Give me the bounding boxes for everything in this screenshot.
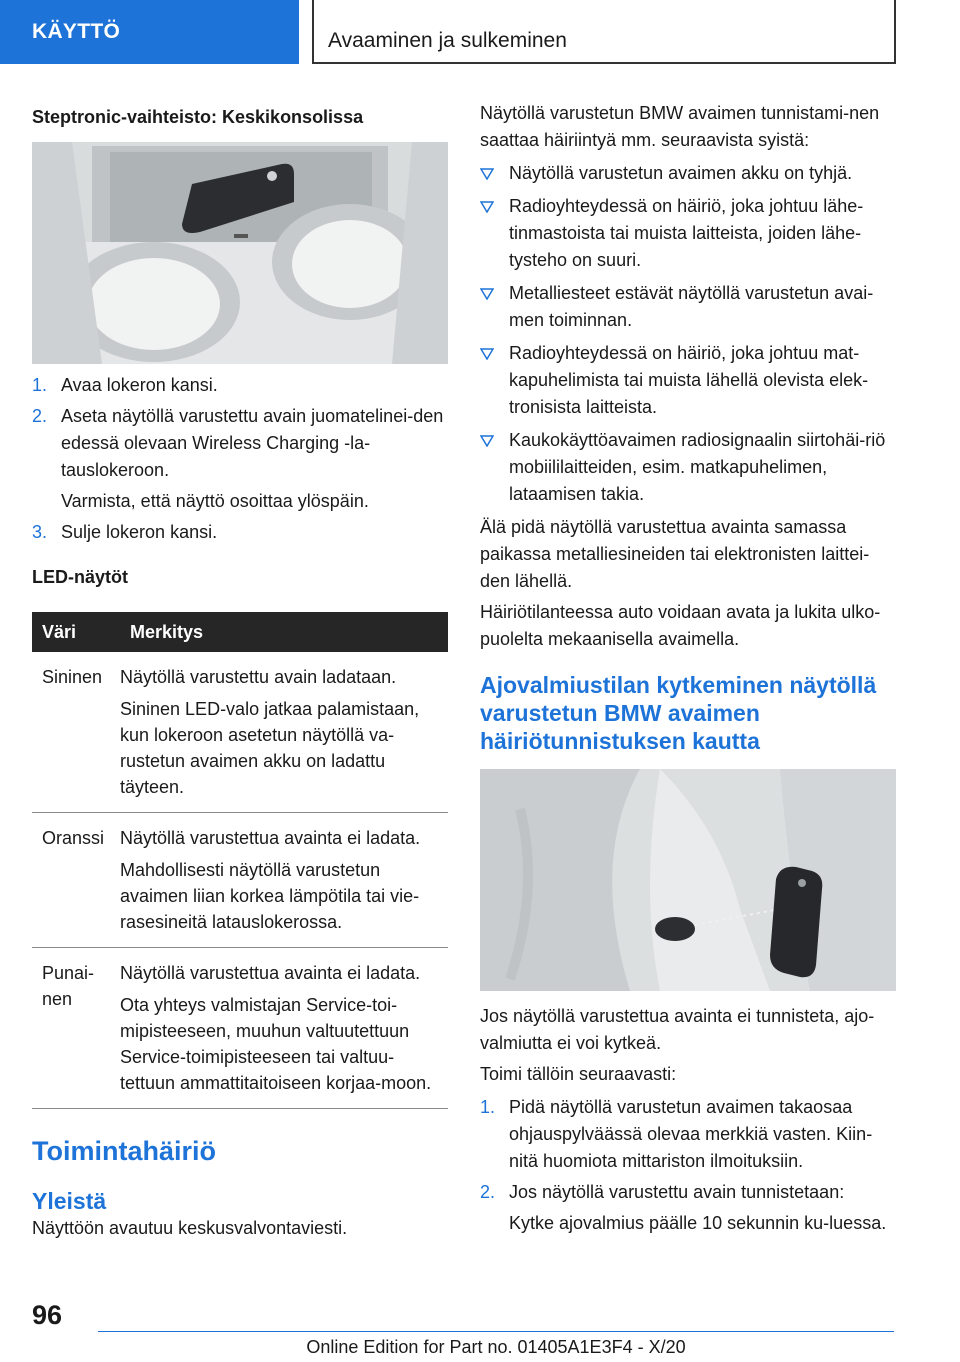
right-column xyxy=(480,100,896,1241)
list-item-text: Metalliesteet estävät näytöllä varustetun avai-men toiminnan. xyxy=(509,283,874,330)
table-row xyxy=(32,652,448,813)
do-this-text: Toimi tällöin seuraavasti: xyxy=(480,1064,677,1084)
led-meaning xyxy=(120,652,448,813)
table-row xyxy=(32,948,448,1109)
step-number: 1. xyxy=(32,375,48,395)
steering-column-key-image xyxy=(480,769,896,991)
led-meaning xyxy=(120,948,448,1109)
led-heading: LED-näytöt xyxy=(32,567,128,587)
step-text: Pidä näytöllä varustetun avaimen takaosaa ohjauspylväässä olevaa merkkiä vasten. Kiin-nitä huomiota mittariston ilmoituksiin. xyxy=(509,1097,873,1171)
steptronic-subheading: Steptronic-vaihteisto: Keskikonsolissa xyxy=(32,107,364,127)
step-text: Avaa lokeron kansi. xyxy=(61,375,218,395)
charging-steps-cont xyxy=(32,519,448,546)
footer-divider xyxy=(98,1331,894,1332)
meaning-line: Näytöllä varustettua avainta ei ladata. xyxy=(120,963,421,983)
meaning-detail: Ota yhteys valmistajan Service-toi-mipisteeseen, muuhun valtuutettuun Service-toimipisteeseen tai valtuu-tettuun ammattitaitoiseen korjaa-moon. xyxy=(120,995,432,1093)
step-item xyxy=(32,519,448,546)
led-table xyxy=(32,612,448,1109)
step-number: 1. xyxy=(480,1097,496,1117)
list-item-text: Kaukokäyttöavaimen radiosignaalin siirtohäi-riö mobiililaitteiden, esim. matkapuhelimen, lataamisen takia. xyxy=(509,430,886,504)
section-tab: KÄYTTÖ xyxy=(0,0,299,64)
led-color: Sininen xyxy=(32,652,120,813)
triangle-bullet-icon xyxy=(480,348,494,360)
triangle-bullet-icon xyxy=(480,168,494,180)
cause-list xyxy=(480,160,896,508)
left-column xyxy=(32,98,448,1246)
step-text: Aseta näytöllä varustettu avain juomatelinei-den edessä olevaan Wireless Charging -la-tauslokeroon. xyxy=(61,406,444,480)
table-header-row xyxy=(32,612,448,652)
chapter-title: Avaaminen ja sulkeminen xyxy=(312,0,896,64)
list-item xyxy=(480,340,896,421)
meaning-detail: Mahdollisesti näytöllä varustetun avaimen liian korkea lämpötila tai vie-rasesineitä latauslokerossa. xyxy=(120,860,420,932)
general-text: Näyttöön avautuu keskusvalvontaviesti. xyxy=(32,1218,348,1238)
list-item xyxy=(480,193,896,274)
meaning-line: Näytöllä varustettua avainta ei ladata. xyxy=(120,828,421,848)
step-item xyxy=(32,403,448,484)
step-text: Sulje lokeron kansi. xyxy=(61,522,218,542)
step-note: Varmista, että näyttö osoittaa ylöspäin. xyxy=(61,491,369,511)
standby-heading: Ajovalmiustilan kytkeminen näytöllä varustetun BMW avaimen häiriötunnistuksen kautta xyxy=(480,672,877,754)
step-item xyxy=(32,372,448,399)
list-item-text: Radioyhteydessä on häiriö, joka johtuu mat-kapuhelimista tai muista lähellä olevista elek-tronisista laitteista. xyxy=(509,343,869,417)
step-note: Kytke ajovalmius päälle 10 sekunnin ku-luessa. xyxy=(509,1213,887,1233)
step-text: Jos näytöllä varustettu avain tunnistetaan: xyxy=(509,1182,845,1202)
col-meaning-header: Merkitys xyxy=(120,612,448,652)
list-item-text: Näytöllä varustetun avaimen akku on tyhjä. xyxy=(509,163,853,183)
standby-steps xyxy=(480,1094,896,1206)
led-color: Punai-nen xyxy=(32,948,120,1109)
advice-paragraph: Älä pidä näytöllä varustettua avainta samassa paikassa metalliesineiden tai elektronisten laittei-den lähellä. xyxy=(480,517,870,591)
triangle-bullet-icon xyxy=(480,435,494,447)
step-number: 2. xyxy=(32,406,48,426)
section-title: Toimintahäiriö xyxy=(32,1136,217,1166)
led-color: Oranssi xyxy=(32,813,120,948)
page-number: 96 xyxy=(32,1300,63,1330)
step-number: 2. xyxy=(480,1182,496,1202)
triangle-bullet-icon xyxy=(480,201,494,213)
list-item xyxy=(480,280,896,334)
footer-edition: Online Edition for Part no. 01405A1E3F4 - X/20 xyxy=(306,1337,686,1357)
table-row xyxy=(32,813,448,948)
list-item xyxy=(480,160,896,187)
intro-text: Näytöllä varustetun BMW avaimen tunnistami-nen saattaa häiriintyä mm. seuraavista syistä: xyxy=(480,103,880,150)
list-item-text: Radioyhteydessä on häiriö, joka johtuu lähe-tinmastoista tai muista laitteista, joiden lähe-tysteho on suuri. xyxy=(509,196,864,270)
meaning-detail: Sininen LED-valo jatkaa palamistaan, kun lokeroon asetetun näytöllä va-rustetun avaimen akku on ladattu täyteen. xyxy=(120,699,420,797)
wireless-charging-tray-image xyxy=(32,142,448,364)
step-item xyxy=(480,1094,896,1175)
step-item xyxy=(480,1179,896,1206)
col-color-header: Väri xyxy=(32,612,120,652)
sub-title: Yleistä xyxy=(32,1188,107,1214)
fallback-paragraph: Häiriötilanteessa auto voidaan avata ja lukita ulko-puolelta mekaanisella avaimella. xyxy=(480,602,881,649)
list-item xyxy=(480,427,896,508)
step-number: 3. xyxy=(32,522,48,542)
meaning-line: Näytöllä varustettu avain ladataan. xyxy=(120,667,397,687)
not-recognized-text: Jos näytöllä varustettua avainta ei tunnisteta, ajo-valmiutta ei voi kytkeä. xyxy=(480,1006,875,1053)
triangle-bullet-icon xyxy=(480,288,494,300)
led-meaning xyxy=(120,813,448,948)
charging-steps xyxy=(32,372,448,484)
